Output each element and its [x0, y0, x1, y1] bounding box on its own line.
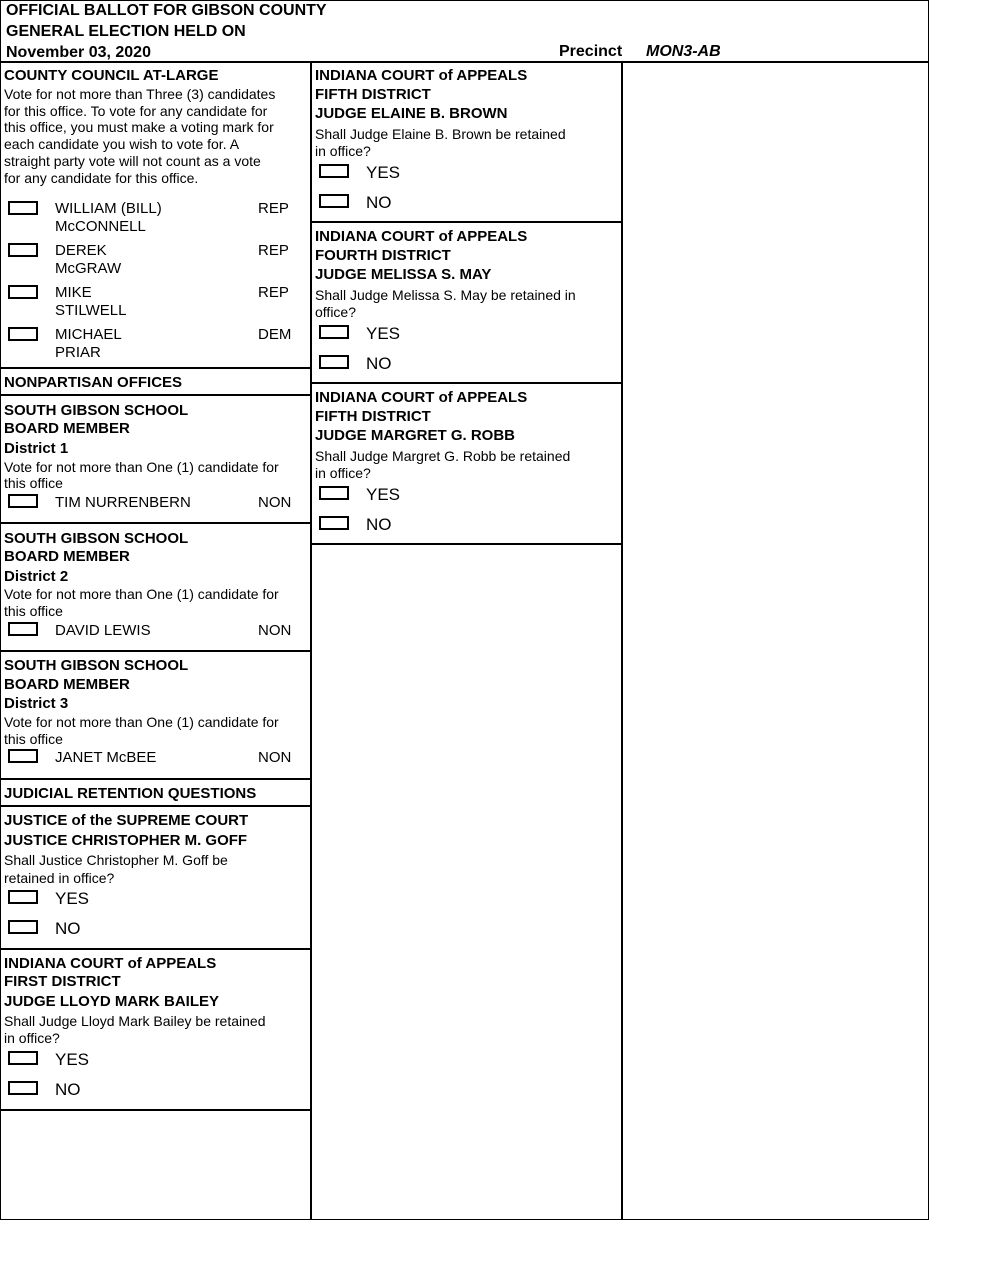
- question-heading: JUDGE MARGRET G. ROBB: [315, 427, 516, 444]
- ballot-title-line1: OFFICIAL BALLOT FOR GIBSON COUNTY: [6, 2, 327, 19]
- column-divider-1: [310, 62, 312, 1220]
- contest-title: BOARD MEMBER: [4, 548, 130, 565]
- question-text: Shall Justice Christopher M. Goff be: [4, 852, 228, 868]
- instruction-line: this office: [4, 603, 63, 619]
- party-label: REP: [258, 284, 289, 301]
- no-checkbox[interactable]: [8, 920, 38, 934]
- no-label: NO: [366, 193, 392, 212]
- question-heading: FIRST DISTRICT: [4, 973, 121, 990]
- candidate-name: McGRAW: [55, 260, 122, 277]
- yes-label: YES: [55, 889, 90, 908]
- nonpartisan-header: NONPARTISAN OFFICES: [4, 374, 183, 391]
- no-label: NO: [55, 1080, 81, 1099]
- section-divider: [0, 650, 311, 652]
- district-label: District 2: [4, 568, 69, 585]
- precinct-label: Precinct: [559, 43, 623, 60]
- instruction-line: for this office. To vote for any candidate for: [4, 103, 268, 119]
- judicial-header: JUDICIAL RETENTION QUESTIONS: [4, 785, 257, 802]
- question-text: office?: [315, 304, 356, 320]
- section-divider: [0, 367, 311, 369]
- candidate-name: WILLIAM (BILL): [55, 200, 162, 217]
- party-label: NON: [258, 622, 292, 639]
- yes-checkbox[interactable]: [8, 1051, 38, 1065]
- section-divider: [311, 543, 622, 545]
- no-label: NO: [366, 354, 392, 373]
- no-checkbox[interactable]: [319, 355, 349, 369]
- candidate-name: MIKE: [55, 284, 92, 301]
- vote-checkbox[interactable]: [8, 201, 38, 215]
- instruction-line: Vote for not more than One (1) candidate for: [4, 459, 279, 475]
- no-checkbox[interactable]: [319, 194, 349, 208]
- header-divider: [0, 61, 929, 63]
- candidate-name: STILWELL: [55, 302, 127, 319]
- section-divider: [0, 1109, 311, 1111]
- question-text: in office?: [315, 143, 371, 159]
- instruction-line: Vote for not more than One (1) candidate for: [4, 714, 279, 730]
- question-heading: JUDGE ELAINE B. BROWN: [315, 105, 508, 122]
- question-heading: INDIANA COURT of APPEALS: [315, 67, 528, 84]
- candidate-name: DEREK: [55, 242, 107, 259]
- yes-label: YES: [55, 1050, 90, 1069]
- yes-label: YES: [366, 324, 401, 343]
- candidate-name: PRIAR: [55, 344, 101, 361]
- candidate-name: JANET McBEE: [55, 749, 157, 766]
- question-text: Shall Judge Lloyd Mark Bailey be retained: [4, 1013, 266, 1029]
- yes-label: YES: [366, 163, 401, 182]
- election-date: November 03, 2020: [6, 44, 151, 61]
- question-heading: INDIANA COURT of APPEALS: [4, 955, 217, 972]
- contest-title: SOUTH GIBSON SCHOOL: [4, 657, 189, 674]
- no-checkbox[interactable]: [8, 1081, 38, 1095]
- no-label: NO: [366, 515, 392, 534]
- contest-title: COUNTY COUNCIL AT-LARGE: [4, 67, 219, 84]
- instruction-line: straight party vote will not count as a vote: [4, 153, 261, 169]
- party-label: DEM: [258, 326, 292, 343]
- yes-checkbox[interactable]: [8, 890, 38, 904]
- contest-title: SOUTH GIBSON SCHOOL: [4, 402, 189, 419]
- vote-checkbox[interactable]: [8, 622, 38, 636]
- instruction-line: Vote for not more than Three (3) candidates: [4, 86, 276, 102]
- section-divider: [0, 522, 311, 524]
- question-heading: FIFTH DISTRICT: [315, 408, 431, 425]
- question-heading: JUDGE LLOYD MARK BAILEY: [4, 993, 220, 1010]
- candidate-name: McCONNELL: [55, 218, 146, 235]
- section-divider: [311, 382, 622, 384]
- candidate-name: DAVID LEWIS: [55, 622, 151, 639]
- question-heading: FOURTH DISTRICT: [315, 247, 451, 264]
- contest-title: SOUTH GIBSON SCHOOL: [4, 530, 189, 547]
- vote-checkbox[interactable]: [8, 749, 38, 763]
- section-divider: [0, 394, 311, 396]
- ballot-title-line2: GENERAL ELECTION HELD ON: [6, 23, 246, 40]
- question-text: Shall Judge Margret G. Robb be retained: [315, 448, 571, 464]
- question-text: retained in office?: [4, 870, 115, 886]
- section-divider: [0, 805, 311, 807]
- vote-checkbox[interactable]: [8, 243, 38, 257]
- candidate-name: MICHAEL: [55, 326, 122, 343]
- party-label: NON: [258, 749, 292, 766]
- precinct-value: MON3-AB: [646, 43, 721, 60]
- candidate-name: TIM NURRENBERN: [55, 494, 191, 511]
- district-label: District 1: [4, 440, 69, 457]
- party-label: REP: [258, 242, 289, 259]
- vote-checkbox[interactable]: [8, 327, 38, 341]
- party-label: NON: [258, 494, 292, 511]
- section-divider: [311, 221, 622, 223]
- instruction-line: for any candidate for this office.: [4, 170, 199, 186]
- question-heading: JUSTICE of the SUPREME COURT: [4, 812, 249, 829]
- instruction-line: Vote for not more than One (1) candidate for: [4, 586, 279, 602]
- no-label: NO: [55, 919, 81, 938]
- question-heading: FIFTH DISTRICT: [315, 86, 431, 103]
- yes-checkbox[interactable]: [319, 486, 349, 500]
- instruction-line: this office, you must make a voting mark for: [4, 119, 274, 135]
- district-label: District 3: [4, 695, 69, 712]
- question-text: Shall Judge Elaine B. Brown be retained: [315, 126, 566, 142]
- instruction-line: each candidate you wish to vote for. A: [4, 136, 240, 152]
- column-divider-2: [621, 62, 623, 1220]
- contest-title: BOARD MEMBER: [4, 420, 130, 437]
- question-heading: INDIANA COURT of APPEALS: [315, 389, 528, 406]
- instruction-line: this office: [4, 731, 63, 747]
- question-heading: JUDGE MELISSA S. MAY: [315, 266, 492, 283]
- instruction-line: this office: [4, 475, 63, 491]
- question-heading: JUSTICE CHRISTOPHER M. GOFF: [4, 832, 248, 849]
- question-text: in office?: [4, 1030, 60, 1046]
- section-divider: [0, 948, 311, 950]
- yes-checkbox[interactable]: [319, 325, 349, 339]
- vote-checkbox[interactable]: [8, 285, 38, 299]
- yes-label: YES: [366, 485, 401, 504]
- party-label: REP: [258, 200, 289, 217]
- contest-title: BOARD MEMBER: [4, 676, 130, 693]
- vote-checkbox[interactable]: [8, 494, 38, 508]
- yes-checkbox[interactable]: [319, 164, 349, 178]
- section-divider: [0, 778, 311, 780]
- question-text: in office?: [315, 465, 371, 481]
- question-heading: INDIANA COURT of APPEALS: [315, 228, 528, 245]
- question-text: Shall Judge Melissa S. May be retained in: [315, 287, 576, 303]
- no-checkbox[interactable]: [319, 516, 349, 530]
